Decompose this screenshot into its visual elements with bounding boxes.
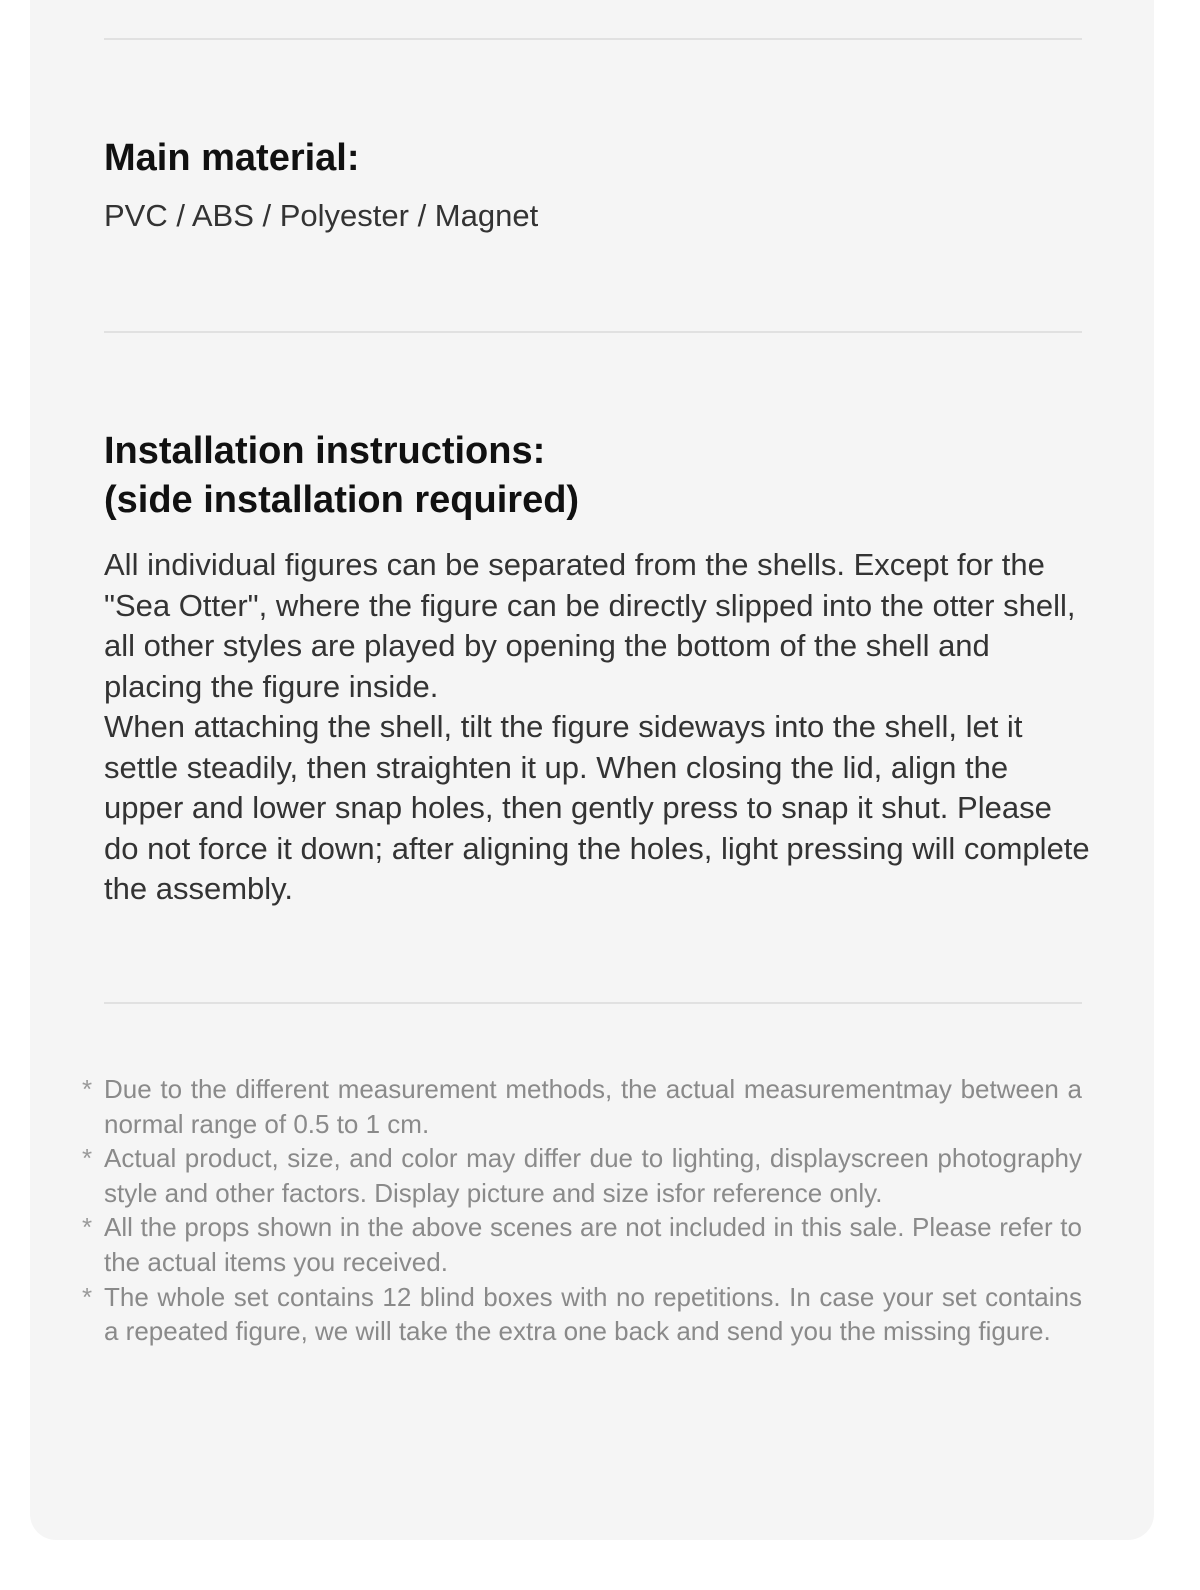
material-title: Main material: bbox=[104, 137, 360, 179]
note-item bbox=[82, 1141, 1082, 1210]
asterisk-marker: * bbox=[82, 1143, 93, 1174]
note-item bbox=[82, 1072, 1082, 1141]
installation-divider bbox=[104, 1002, 1082, 1004]
installation-title-line2: (side installation required) bbox=[104, 479, 580, 521]
installation-body bbox=[104, 545, 1094, 910]
note-text: Actual product, size, and color may differ due to lighting, displayscreen photography style and other factors. Display picture and size isfor reference only. bbox=[104, 1143, 1082, 1208]
note-item bbox=[82, 1280, 1082, 1349]
installation-title-line1: Installation instructions: bbox=[104, 430, 546, 472]
note-text: The whole set contains 12 blind boxes with no repetitions. In case your set contains a repeated figure, we will take the extra one back and send you the missing figure. bbox=[104, 1281, 1082, 1347]
asterisk-marker: * bbox=[82, 1212, 93, 1243]
material-divider bbox=[104, 331, 1082, 333]
installation-paragraph-2: When attaching the shell, tilt the figure sideways into the shell, let it settle steadily, then straighten it up. When closing the lid, align the upper and lower snap holes, then gently press to snap it shut. Please do not force it down; after aligning the holes, light pressing will complete the assembly. bbox=[104, 709, 1090, 906]
disclaimer-notes bbox=[82, 1072, 1082, 1349]
note-item bbox=[82, 1210, 1082, 1279]
product-info-card bbox=[30, 0, 1154, 1540]
installation-title bbox=[104, 427, 579, 525]
asterisk-marker: * bbox=[82, 1281, 93, 1312]
note-text: Due to the different measurement methods, the actual measurementmay between a normal range of 0.5 to 1 cm. bbox=[104, 1074, 1082, 1139]
asterisk-marker: * bbox=[82, 1074, 93, 1104]
installation-paragraph-1: All individual figures can be separated from the shells. Except for the "Sea Otter", where the figure can be directly slipped into the otter shell, all other styles are played by opening the bottom of the shell and placing the figure inside. bbox=[104, 547, 1076, 704]
top-divider bbox=[104, 38, 1082, 40]
material-value: PVC / ABS / Polyester / Magnet bbox=[104, 198, 539, 233]
note-text: All the props shown in the above scenes are not included in this sale. Please refer to the actual items you received. bbox=[104, 1212, 1082, 1277]
